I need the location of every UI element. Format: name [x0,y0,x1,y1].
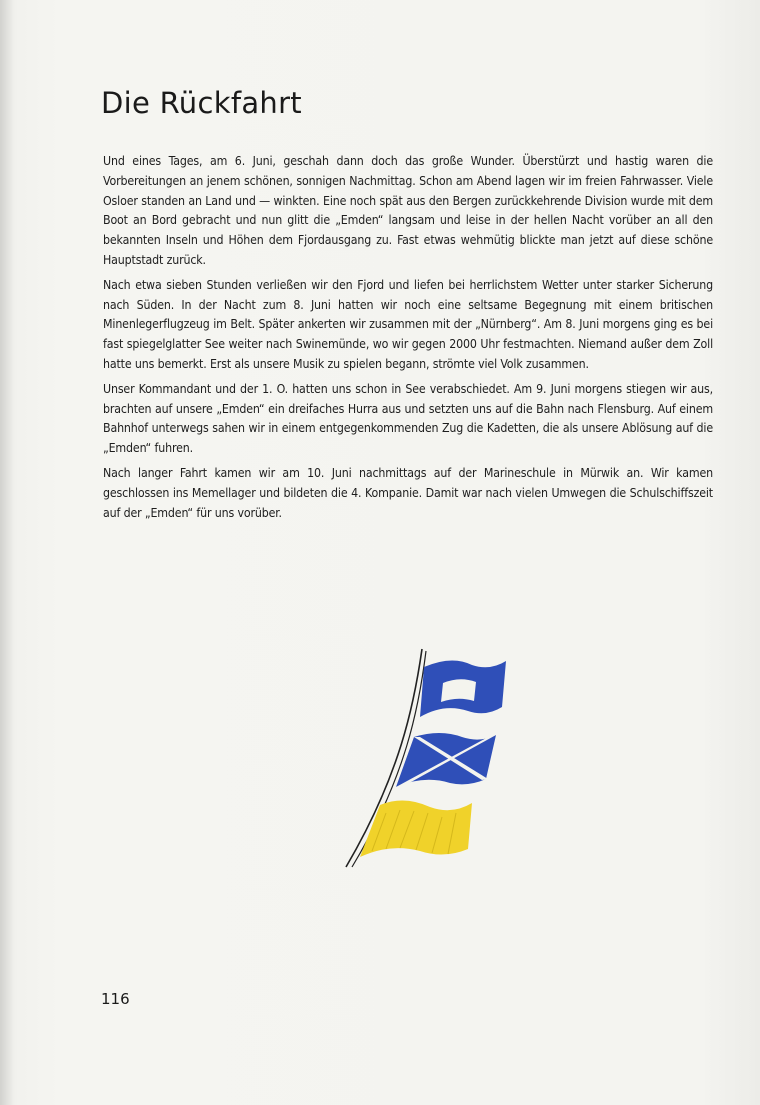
flag-blue-peter-center [441,679,476,702]
signal-flags-illustration [340,645,515,870]
binding-shadow [0,0,14,1105]
paragraph-3: Unser Kommandant und der 1. O. hatten uns schon in See verabschiedet. Am 9. Juni morgens stiegen wir aus, brachten auf unsere „Emden“ ein dreifaches Hurra aus und setzten uns auf die Bahn nach Flensburg. Auf einem Bahnhof unterwegs sahen wir in einem entgegenkommenden Zug die Kadetten, die als unsere Ablösung auf die „Emden“ fuhren. [103,381,713,456]
paragraph-2: Nach etwa sieben Stunden verließen wir den Fjord und liefen bei herrlichstem Wetter unter starker Sicherung nach Süden. In der Nacht zum 8. Juni hatten wir noch eine seltsame Begegnung mit einem britischen Minenlegerflugzeug im Belt. Später ankerten wir zusammen mit der „Nürnberg“. Am 8. Juni morgens ging es bei fast spiegelglatter See weiter nach Swinemünde, wo wir gegen 2000 Uhr festmachten. Niemand außer dem Zoll hatte uns bemerkt. Erst als unsere Musik zu spielen begann, strömte viel Volk zusammen. [103,277,713,371]
body-text [103,152,713,528]
paragraph-4: Nach langer Fahrt kamen wir am 10. Juni nachmittags auf der Marineschule in Mürwik an. Wir kamen geschlossen ins Memellager und bildeten die 4. Kompanie. Damit war nach vielen Umwegen die Schulschiffszeit auf der „Emden“ für uns vorüber. [103,465,713,520]
page-number: 116 [101,990,130,1008]
flag-saltire [396,733,496,787]
paragraph-1: Und eines Tages, am 6. Juni, geschah dann doch das große Wunder. Überstürzt und hastig waren die Vorbereitungen an jenem schönen, sonnigen Nachmittag. Schon am Abend lagen wir im freien Fahrwasser. Viele Osloer standen an Land und — winkten. Eine noch spät aus den Bergen zurückkehrende Division wurde mit dem Boot an Bord gebracht und nun glitt die „Emden“ langsam und leise in der hellen Nacht vorüber an all den bekannten Inseln und Höhen dem Fjordausgang zu. Fast etwas wehmütig blickte man jetzt auf diese schöne Hauptstadt zurück. [103,154,713,267]
page-title: Die Rückfahrt [101,86,302,120]
flag-blue-peter [420,660,506,717]
